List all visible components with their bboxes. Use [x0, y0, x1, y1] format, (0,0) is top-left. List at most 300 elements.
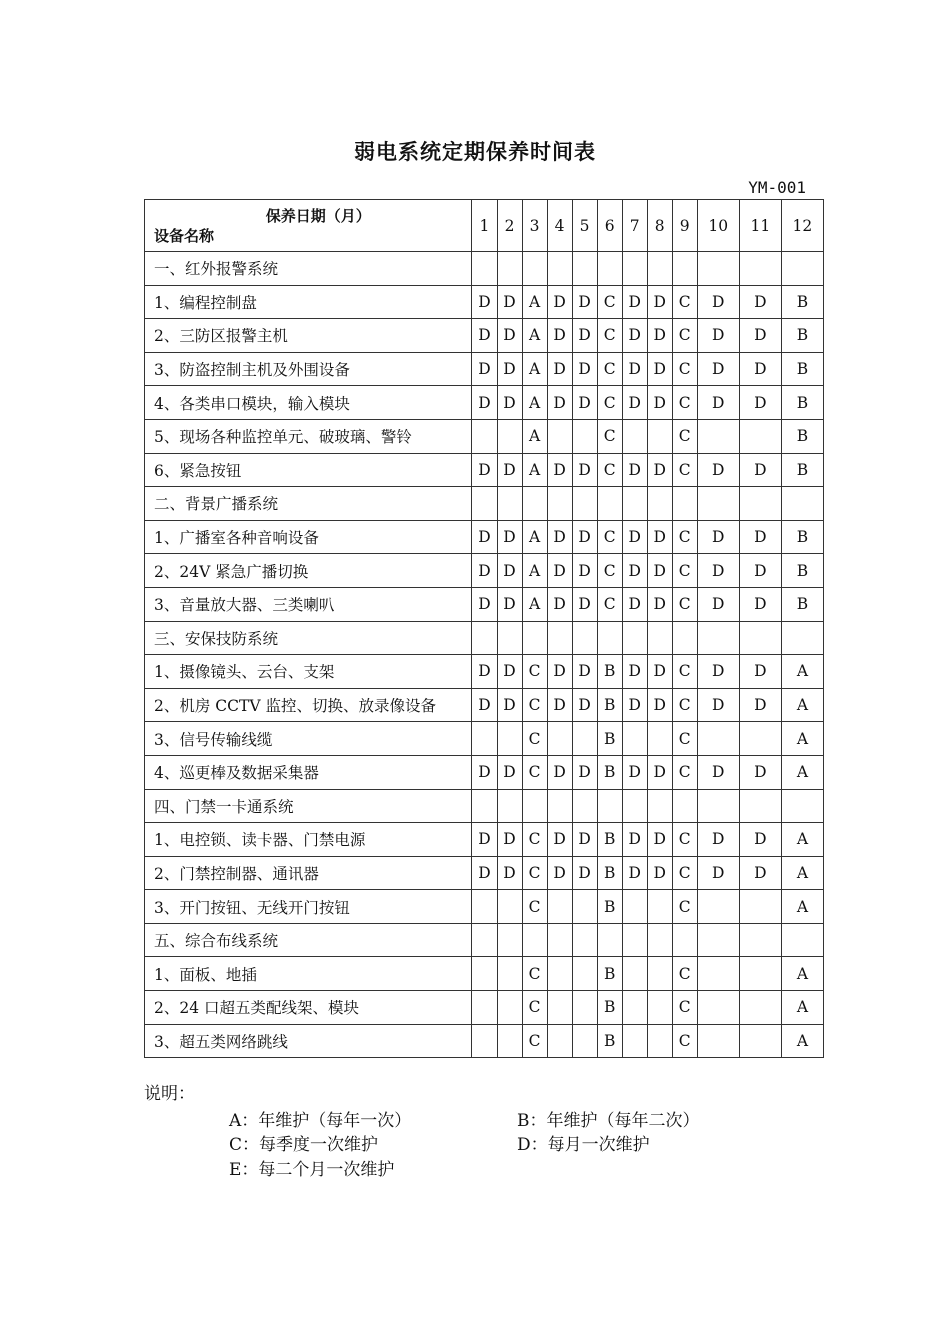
schedule-cell-month-10: [697, 923, 739, 957]
schedule-cell-month-3: C: [522, 755, 547, 789]
schedule-cell-month-8: [647, 419, 672, 453]
schedule-cell-month-3: A: [522, 419, 547, 453]
schedule-cell-month-5: [572, 890, 597, 924]
month-header-7: 7: [622, 200, 647, 252]
schedule-cell-month-4: D: [547, 453, 572, 487]
schedule-cell-month-3: C: [522, 890, 547, 924]
schedule-cell-month-11: [739, 722, 781, 756]
schedule-cell-month-1: D: [472, 856, 497, 890]
schedule-cell-month-6: C: [597, 554, 622, 588]
schedule-cell-month-1: D: [472, 520, 497, 554]
schedule-cell-month-8: D: [647, 386, 672, 420]
table-row: [145, 453, 824, 487]
equipment-name-cell: 2、机房 CCTV 监控、切换、放录像设备: [145, 688, 472, 722]
schedule-cell-month-3: A: [522, 453, 547, 487]
schedule-cell-month-8: D: [647, 554, 672, 588]
schedule-cell-month-7: D: [622, 453, 647, 487]
table-row: [145, 655, 824, 689]
schedule-cell-month-4: D: [547, 688, 572, 722]
schedule-cell-month-12: B: [781, 520, 823, 554]
schedule-cell-month-1: [472, 890, 497, 924]
equipment-name-cell: 四、门禁一卡通系统: [145, 789, 472, 823]
schedule-cell-month-3: [522, 621, 547, 655]
schedule-cell-month-5: D: [572, 453, 597, 487]
equipment-name-cell: 1、电控锁、读卡器、门禁电源: [145, 823, 472, 857]
schedule-cell-month-7: D: [622, 755, 647, 789]
equipment-name-cell: 3、音量放大器、三类喇叭: [145, 587, 472, 621]
schedule-cell-month-6: B: [597, 722, 622, 756]
equipment-name-cell: 1、摄像镜头、云台、支架: [145, 655, 472, 689]
schedule-cell-month-5: [572, 789, 597, 823]
schedule-cell-month-4: [547, 1024, 572, 1058]
table-row: [145, 386, 824, 420]
schedule-cell-month-12: A: [781, 991, 823, 1025]
schedule-cell-month-9: C: [672, 655, 697, 689]
schedule-cell-month-11: D: [739, 688, 781, 722]
schedule-cell-month-10: D: [697, 755, 739, 789]
schedule-cell-month-7: [622, 419, 647, 453]
schedule-cell-month-5: [572, 991, 597, 1025]
schedule-cell-month-9: C: [672, 554, 697, 588]
equipment-name-cell: 4、各类串口模块，输入模块: [145, 386, 472, 420]
schedule-cell-month-1: [472, 621, 497, 655]
table-row: [145, 487, 824, 521]
equipment-name-cell: 4、巡更棒及数据采集器: [145, 755, 472, 789]
schedule-cell-month-9: C: [672, 1024, 697, 1058]
schedule-cell-month-10: [697, 252, 739, 286]
schedule-cell-month-1: [472, 722, 497, 756]
schedule-cell-month-12: A: [781, 856, 823, 890]
schedule-cell-month-5: D: [572, 386, 597, 420]
schedule-cell-month-5: D: [572, 587, 597, 621]
equipment-name-cell: 三、安保技防系统: [145, 621, 472, 655]
schedule-cell-month-3: A: [522, 554, 547, 588]
schedule-cell-month-10: D: [697, 285, 739, 319]
schedule-cell-month-9: C: [672, 957, 697, 991]
schedule-cell-month-7: D: [622, 352, 647, 386]
schedule-cell-month-3: C: [522, 1024, 547, 1058]
schedule-cell-month-12: B: [781, 386, 823, 420]
schedule-cell-month-8: D: [647, 655, 672, 689]
schedule-cell-month-11: D: [739, 587, 781, 621]
equipment-name-cell: 6、紧急按钮: [145, 453, 472, 487]
schedule-cell-month-6: C: [597, 587, 622, 621]
schedule-cell-month-4: D: [547, 856, 572, 890]
schedule-cell-month-1: [472, 923, 497, 957]
schedule-cell-month-7: [622, 923, 647, 957]
schedule-cell-month-2: D: [497, 587, 522, 621]
table-row: [145, 957, 824, 991]
equipment-name-cell: 1、广播室各种音响设备: [145, 520, 472, 554]
schedule-cell-month-4: D: [547, 285, 572, 319]
schedule-cell-month-11: D: [739, 453, 781, 487]
schedule-cell-month-7: D: [622, 823, 647, 857]
schedule-cell-month-3: A: [522, 319, 547, 353]
schedule-cell-month-5: D: [572, 352, 597, 386]
schedule-cell-month-8: [647, 890, 672, 924]
schedule-cell-month-1: D: [472, 587, 497, 621]
schedule-cell-month-5: [572, 722, 597, 756]
schedule-cell-month-2: D: [497, 453, 522, 487]
schedule-cell-month-11: [739, 957, 781, 991]
schedule-cell-month-11: [739, 923, 781, 957]
schedule-cell-month-7: D: [622, 319, 647, 353]
schedule-cell-month-8: D: [647, 688, 672, 722]
table-row: [145, 755, 824, 789]
schedule-cell-month-4: D: [547, 655, 572, 689]
schedule-cell-month-2: D: [497, 352, 522, 386]
legend-b: B：年维护（每年二次）: [517, 1111, 700, 1131]
schedule-cell-month-6: [597, 621, 622, 655]
schedule-cell-month-8: D: [647, 453, 672, 487]
table-row: [145, 890, 824, 924]
schedule-cell-month-3: A: [522, 386, 547, 420]
equipment-name-cell: 5、现场各种监控单元、破玻璃、警铃: [145, 419, 472, 453]
month-header-9: 9: [672, 200, 697, 252]
schedule-cell-month-7: [622, 789, 647, 823]
schedule-cell-month-5: [572, 1024, 597, 1058]
schedule-cell-month-10: [697, 722, 739, 756]
schedule-cell-month-6: C: [597, 319, 622, 353]
schedule-cell-month-7: D: [622, 554, 647, 588]
schedule-cell-month-8: [647, 923, 672, 957]
schedule-cell-month-2: D: [497, 755, 522, 789]
month-header-5: 5: [572, 200, 597, 252]
schedule-cell-month-2: D: [497, 823, 522, 857]
schedule-cell-month-6: C: [597, 352, 622, 386]
schedule-cell-month-10: [697, 487, 739, 521]
schedule-cell-month-11: [739, 789, 781, 823]
table-row: [145, 621, 824, 655]
schedule-cell-month-10: D: [697, 655, 739, 689]
schedule-cell-month-4: [547, 789, 572, 823]
schedule-cell-month-12: B: [781, 319, 823, 353]
table-row: [145, 554, 824, 588]
table-row: [145, 823, 824, 857]
schedule-cell-month-3: C: [522, 991, 547, 1025]
schedule-cell-month-1: D: [472, 386, 497, 420]
schedule-cell-month-6: C: [597, 419, 622, 453]
schedule-cell-month-2: D: [497, 386, 522, 420]
schedule-cell-month-1: D: [472, 554, 497, 588]
schedule-cell-month-8: [647, 252, 672, 286]
schedule-cell-month-1: [472, 957, 497, 991]
schedule-cell-month-12: B: [781, 554, 823, 588]
schedule-cell-month-12: A: [781, 1024, 823, 1058]
schedule-cell-month-9: C: [672, 419, 697, 453]
schedule-cell-month-6: B: [597, 755, 622, 789]
table-row: [145, 520, 824, 554]
schedule-cell-month-4: D: [547, 319, 572, 353]
schedule-cell-month-12: [781, 923, 823, 957]
schedule-cell-month-9: C: [672, 755, 697, 789]
schedule-cell-month-10: [697, 991, 739, 1025]
table-row: [145, 1024, 824, 1058]
schedule-cell-month-8: [647, 487, 672, 521]
schedule-cell-month-9: C: [672, 688, 697, 722]
schedule-cell-month-3: [522, 923, 547, 957]
schedule-cell-month-5: D: [572, 823, 597, 857]
schedule-cell-month-12: B: [781, 453, 823, 487]
month-header-12: 12: [781, 200, 823, 252]
document-code: YM-001: [748, 178, 806, 197]
schedule-cell-month-11: [739, 419, 781, 453]
schedule-cell-month-4: [547, 957, 572, 991]
schedule-cell-month-9: C: [672, 856, 697, 890]
schedule-cell-month-3: C: [522, 688, 547, 722]
schedule-cell-month-7: D: [622, 655, 647, 689]
schedule-cell-month-3: [522, 252, 547, 286]
equipment-name-cell: 2、24 口超五类配线架、模块: [145, 991, 472, 1025]
schedule-cell-month-12: A: [781, 688, 823, 722]
schedule-cell-month-1: D: [472, 655, 497, 689]
schedule-cell-month-1: D: [472, 319, 497, 353]
table-header-row: [145, 200, 824, 252]
schedule-cell-month-11: D: [739, 823, 781, 857]
page-title: 弱电系统定期保养时间表: [354, 140, 596, 164]
schedule-cell-month-4: [547, 991, 572, 1025]
schedule-cell-month-7: [622, 252, 647, 286]
notes-section: [144, 1082, 195, 1106]
schedule-cell-month-5: [572, 252, 597, 286]
maintenance-schedule-table: [144, 199, 824, 1058]
schedule-cell-month-1: [472, 252, 497, 286]
table-row: [145, 352, 824, 386]
schedule-cell-month-7: D: [622, 386, 647, 420]
schedule-cell-month-5: [572, 957, 597, 991]
schedule-cell-month-6: B: [597, 823, 622, 857]
schedule-cell-month-9: [672, 789, 697, 823]
schedule-cell-month-2: [497, 252, 522, 286]
schedule-cell-month-10: D: [697, 554, 739, 588]
schedule-cell-month-10: [697, 789, 739, 823]
equipment-name-cell: 3、防盗控制主机及外围设备: [145, 352, 472, 386]
schedule-cell-month-11: D: [739, 352, 781, 386]
schedule-cell-month-10: [697, 890, 739, 924]
schedule-cell-month-6: [597, 923, 622, 957]
schedule-cell-month-2: [497, 419, 522, 453]
schedule-cell-month-7: [622, 621, 647, 655]
schedule-cell-month-7: D: [622, 688, 647, 722]
schedule-cell-month-6: B: [597, 688, 622, 722]
schedule-cell-month-2: D: [497, 319, 522, 353]
schedule-cell-month-1: D: [472, 352, 497, 386]
schedule-cell-month-6: B: [597, 856, 622, 890]
schedule-cell-month-6: C: [597, 520, 622, 554]
schedule-cell-month-9: C: [672, 386, 697, 420]
schedule-cell-month-10: D: [697, 688, 739, 722]
schedule-cell-month-2: [497, 923, 522, 957]
schedule-cell-month-11: [739, 487, 781, 521]
schedule-cell-month-6: [597, 252, 622, 286]
schedule-cell-month-10: D: [697, 823, 739, 857]
schedule-cell-month-11: D: [739, 386, 781, 420]
schedule-cell-month-1: [472, 487, 497, 521]
schedule-cell-month-3: A: [522, 520, 547, 554]
schedule-cell-month-9: [672, 487, 697, 521]
schedule-cell-month-12: A: [781, 722, 823, 756]
schedule-cell-month-3: A: [522, 352, 547, 386]
schedule-cell-month-8: D: [647, 856, 672, 890]
schedule-cell-month-9: C: [672, 722, 697, 756]
table-row: [145, 789, 824, 823]
schedule-cell-month-1: [472, 789, 497, 823]
schedule-cell-month-1: D: [472, 285, 497, 319]
schedule-cell-month-9: C: [672, 823, 697, 857]
schedule-cell-month-4: D: [547, 554, 572, 588]
schedule-cell-month-12: [781, 621, 823, 655]
equipment-name-cell: 3、信号传输线缆: [145, 722, 472, 756]
table-row: [145, 722, 824, 756]
schedule-cell-month-5: D: [572, 520, 597, 554]
schedule-cell-month-6: C: [597, 285, 622, 319]
schedule-cell-month-10: D: [697, 319, 739, 353]
schedule-cell-month-8: D: [647, 352, 672, 386]
schedule-cell-month-9: [672, 923, 697, 957]
equipment-name-cell: 一、红外报警系统: [145, 252, 472, 286]
month-header-8: 8: [647, 200, 672, 252]
table-row: [145, 923, 824, 957]
schedule-cell-month-5: [572, 923, 597, 957]
table-row: [145, 688, 824, 722]
schedule-cell-month-8: [647, 722, 672, 756]
equipment-name-cell: 2、24V 紧急广播切换: [145, 554, 472, 588]
schedule-cell-month-8: [647, 621, 672, 655]
schedule-cell-month-4: [547, 419, 572, 453]
schedule-cell-month-9: C: [672, 319, 697, 353]
schedule-cell-month-11: D: [739, 856, 781, 890]
schedule-cell-month-4: [547, 621, 572, 655]
table-row: [145, 856, 824, 890]
schedule-cell-month-2: [497, 890, 522, 924]
month-header-2: 2: [497, 200, 522, 252]
schedule-cell-month-12: B: [781, 419, 823, 453]
schedule-cell-month-6: B: [597, 890, 622, 924]
schedule-cell-month-7: [622, 991, 647, 1025]
schedule-cell-month-7: D: [622, 285, 647, 319]
equipment-name-cell: 二、背景广播系统: [145, 487, 472, 521]
schedule-cell-month-12: [781, 252, 823, 286]
month-header-3: 3: [522, 200, 547, 252]
schedule-cell-month-8: [647, 789, 672, 823]
equipment-name-cell: 3、超五类网络跳线: [145, 1024, 472, 1058]
table-row: [145, 587, 824, 621]
schedule-cell-month-8: D: [647, 587, 672, 621]
schedule-cell-month-4: D: [547, 823, 572, 857]
schedule-cell-month-1: D: [472, 453, 497, 487]
schedule-cell-month-11: D: [739, 655, 781, 689]
schedule-cell-month-1: [472, 991, 497, 1025]
schedule-cell-month-2: [497, 1024, 522, 1058]
table-row: [145, 285, 824, 319]
legend-a: A：年维护（每年一次）: [229, 1111, 412, 1131]
schedule-cell-month-9: C: [672, 890, 697, 924]
schedule-cell-month-7: [622, 957, 647, 991]
month-header-4: 4: [547, 200, 572, 252]
schedule-cell-month-8: D: [647, 823, 672, 857]
schedule-cell-month-12: A: [781, 957, 823, 991]
schedule-cell-month-3: C: [522, 722, 547, 756]
schedule-cell-month-10: D: [697, 352, 739, 386]
schedule-cell-month-7: [622, 487, 647, 521]
schedule-cell-month-8: D: [647, 285, 672, 319]
schedule-cell-month-10: D: [697, 587, 739, 621]
schedule-cell-month-10: [697, 1024, 739, 1058]
schedule-cell-month-9: C: [672, 352, 697, 386]
schedule-cell-month-3: [522, 789, 547, 823]
schedule-cell-month-6: C: [597, 453, 622, 487]
schedule-cell-month-6: [597, 487, 622, 521]
equipment-name-cell: 1、面板、地插: [145, 957, 472, 991]
schedule-cell-month-1: [472, 1024, 497, 1058]
schedule-cell-month-3: C: [522, 856, 547, 890]
schedule-cell-month-8: D: [647, 755, 672, 789]
schedule-cell-month-11: D: [739, 554, 781, 588]
schedule-cell-month-9: C: [672, 285, 697, 319]
schedule-cell-month-10: D: [697, 453, 739, 487]
schedule-cell-month-2: [497, 621, 522, 655]
schedule-cell-month-4: D: [547, 755, 572, 789]
schedule-cell-month-2: [497, 789, 522, 823]
table-row: [145, 991, 824, 1025]
schedule-cell-month-5: D: [572, 554, 597, 588]
schedule-cell-month-5: [572, 621, 597, 655]
schedule-cell-month-8: [647, 1024, 672, 1058]
schedule-cell-month-4: [547, 722, 572, 756]
schedule-cell-month-2: D: [497, 554, 522, 588]
schedule-cell-month-12: A: [781, 823, 823, 857]
table-row: [145, 252, 824, 286]
schedule-cell-month-10: [697, 419, 739, 453]
schedule-cell-month-2: D: [497, 285, 522, 319]
schedule-cell-month-5: D: [572, 755, 597, 789]
schedule-cell-month-2: D: [497, 655, 522, 689]
equipment-name-cell: 五、综合布线系统: [145, 923, 472, 957]
equipment-name-cell: 2、门禁控制器、通讯器: [145, 856, 472, 890]
schedule-cell-month-7: D: [622, 587, 647, 621]
legend-c: C：每季度一次维护: [229, 1135, 379, 1155]
schedule-cell-month-5: [572, 487, 597, 521]
schedule-cell-month-11: D: [739, 755, 781, 789]
schedule-cell-month-9: [672, 252, 697, 286]
schedule-cell-month-7: D: [622, 520, 647, 554]
schedule-cell-month-2: [497, 957, 522, 991]
schedule-cell-month-10: [697, 621, 739, 655]
month-header-1: 1: [472, 200, 497, 252]
schedule-cell-month-11: D: [739, 319, 781, 353]
schedule-cell-month-1: D: [472, 823, 497, 857]
schedule-cell-month-7: [622, 1024, 647, 1058]
schedule-cell-month-4: [547, 890, 572, 924]
schedule-cell-month-12: A: [781, 655, 823, 689]
schedule-cell-month-10: D: [697, 520, 739, 554]
schedule-cell-month-8: [647, 957, 672, 991]
schedule-cell-month-3: A: [522, 285, 547, 319]
schedule-cell-month-2: [497, 487, 522, 521]
schedule-cell-month-1: D: [472, 755, 497, 789]
schedule-cell-month-2: [497, 722, 522, 756]
schedule-cell-month-9: C: [672, 520, 697, 554]
schedule-cell-month-11: D: [739, 520, 781, 554]
schedule-cell-month-6: B: [597, 957, 622, 991]
schedule-cell-month-6: [597, 789, 622, 823]
schedule-cell-month-9: C: [672, 991, 697, 1025]
equipment-name-cell: 2、三防区报警主机: [145, 319, 472, 353]
header-corner-cell: [145, 200, 472, 252]
notes-heading: 说明：: [144, 1084, 195, 1104]
schedule-cell-month-1: [472, 419, 497, 453]
legend-e: E：每二个月一次维护: [229, 1160, 395, 1180]
